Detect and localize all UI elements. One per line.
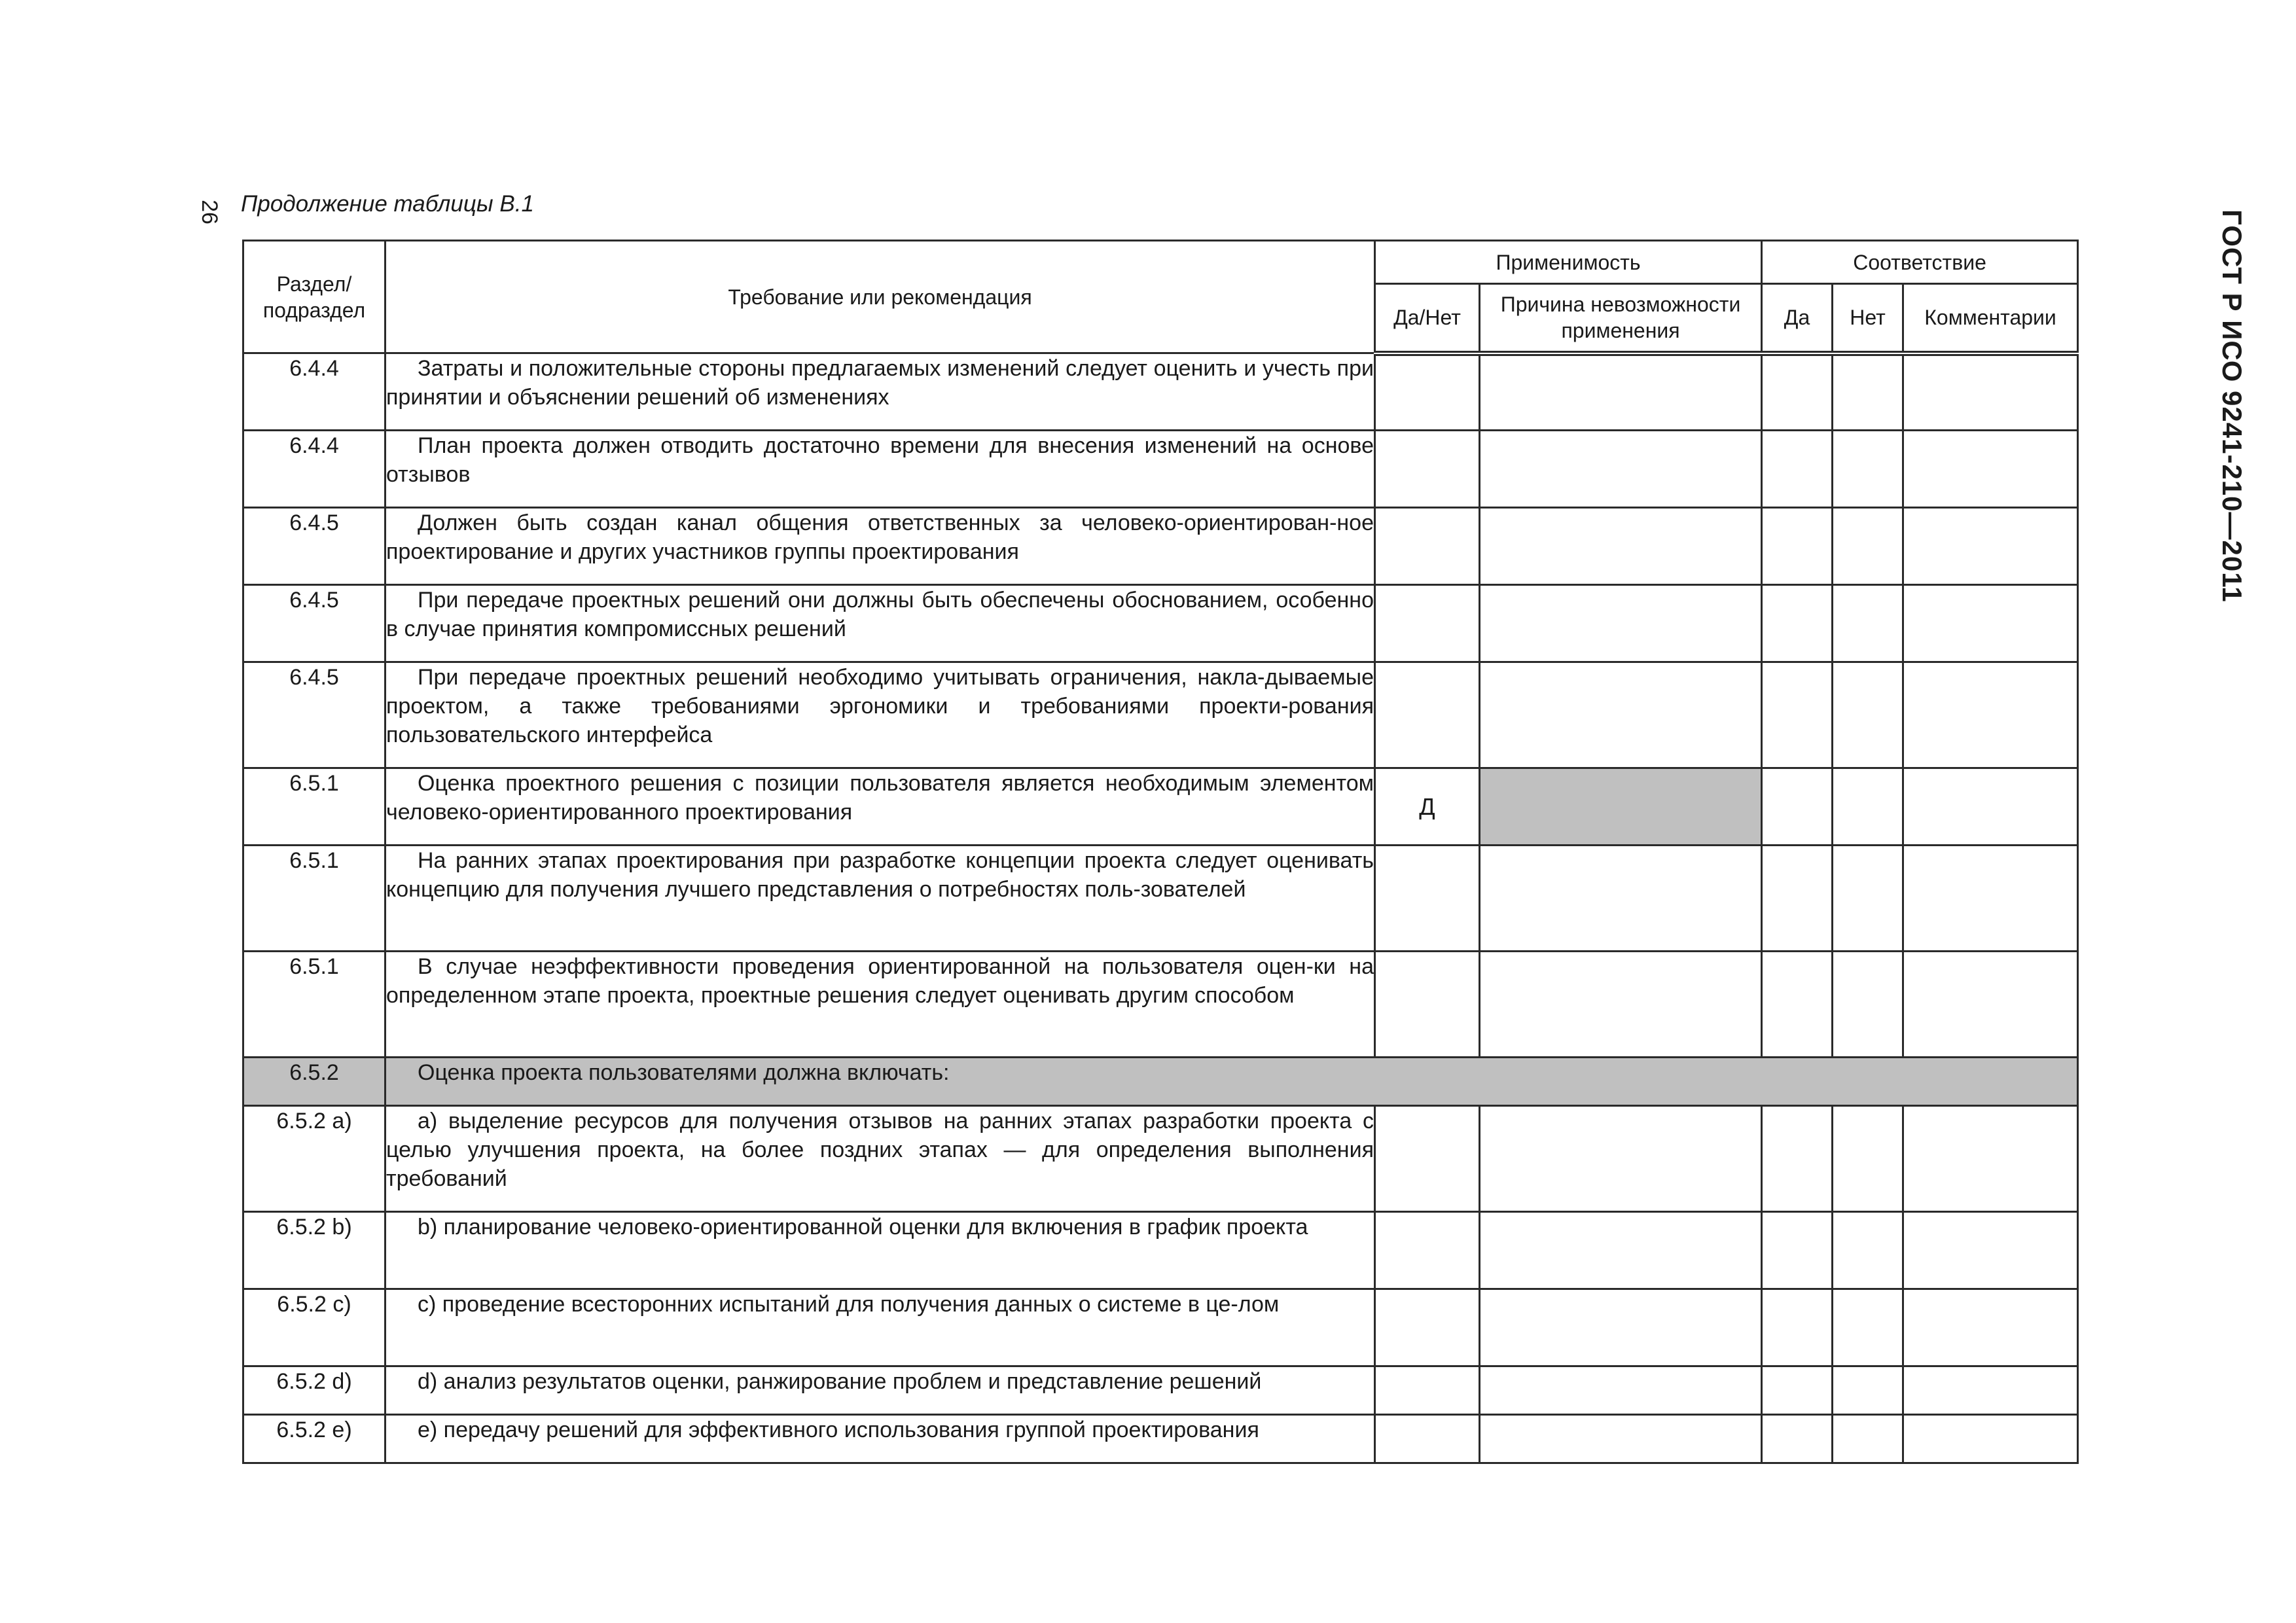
reason-cell-shaded [1480, 768, 1762, 846]
yes-cell [1762, 1212, 1833, 1289]
no-cell [1833, 585, 1903, 662]
section-cell: 6.4.5 [243, 585, 386, 662]
section-cell: 6.5.1 [243, 952, 386, 1058]
reason-cell [1480, 1106, 1762, 1212]
reason-cell [1480, 1212, 1762, 1289]
requirement-cell: План проекта должен отводить достаточно времени для внесения изменений на основе отзывов [386, 431, 1375, 508]
comments-cell [1903, 952, 2078, 1058]
no-cell [1833, 1366, 1903, 1415]
requirement-cell: Оценка проекта пользователями должна включать: [386, 1058, 2078, 1106]
yes-cell [1762, 1106, 1833, 1212]
requirement-cell: На ранних этапах проектирования при разработке концепции проекта следует оценивать концепцию для получения лучшего представления о потребностях поль-зователей [386, 846, 1375, 952]
section-cell: 6.5.1 [243, 768, 386, 846]
yes-cell [1762, 1366, 1833, 1415]
yes-no-cell [1375, 585, 1480, 662]
comments-cell [1903, 846, 2078, 952]
table-row [243, 662, 2078, 768]
header-comments: Комментарии [1903, 284, 2078, 353]
header-yes-no: Да/Нет [1375, 284, 1480, 353]
no-cell [1833, 1106, 1903, 1212]
requirement-cell: Оценка проектного решения с позиции пользователя является необходимым элементом человеко-ориентированного проектирования [386, 768, 1375, 846]
yes-cell [1762, 952, 1833, 1058]
table-row [243, 768, 2078, 846]
table-row [243, 431, 2078, 508]
no-cell [1833, 1289, 1903, 1366]
no-cell [1833, 768, 1903, 846]
requirement-cell: c) проведение всесторонних испытаний для получения данных о системе в це-лом [386, 1289, 1375, 1366]
header-section: Раздел/ подраздел [243, 241, 386, 353]
yes-cell [1762, 431, 1833, 508]
requirement-cell: e) передачу решений для эффективного использования группой проектирования [386, 1415, 1375, 1463]
section-cell: 6.5.2 b) [243, 1212, 386, 1289]
requirement-cell: Затраты и положительные стороны предлагаемых изменений следует оценить и учесть при принятии и объяснении решений об изменениях [386, 353, 1375, 431]
section-cell: 6.5.2 [243, 1058, 386, 1106]
section-cell: 6.5.2 e) [243, 1415, 386, 1463]
yes-cell [1762, 662, 1833, 768]
no-cell [1833, 353, 1903, 431]
yes-no-cell [1375, 1106, 1480, 1212]
no-cell [1833, 1212, 1903, 1289]
yes-no-cell [1375, 1212, 1480, 1289]
reason-cell [1480, 1289, 1762, 1366]
reason-cell [1480, 353, 1762, 431]
table-row [243, 846, 2078, 952]
no-cell [1833, 431, 1903, 508]
comments-cell [1903, 662, 2078, 768]
header-yes: Да [1762, 284, 1833, 353]
table-row [243, 1366, 2078, 1415]
yes-no-cell [1375, 1366, 1480, 1415]
yes-no-cell [1375, 353, 1480, 431]
no-cell [1833, 952, 1903, 1058]
requirement-cell: b) планирование человеко-ориентированной оценки для включения в график проекта [386, 1212, 1375, 1289]
comments-cell [1903, 508, 2078, 585]
section-cell: 6.5.2 a) [243, 1106, 386, 1212]
requirement-cell: При передаче проектных решений они должны быть обеспечены обоснованием, особенно в случае принятия компромиссных решений [386, 585, 1375, 662]
table-row [243, 1289, 2078, 1366]
yes-no-cell [1375, 508, 1480, 585]
table-row [243, 1415, 2078, 1463]
section-cell: 6.5.2 c) [243, 1289, 386, 1366]
header-reason: Причина невозможности применения [1480, 284, 1762, 353]
table-row [243, 585, 2078, 662]
header-no: Нет [1833, 284, 1903, 353]
comments-cell [1903, 768, 2078, 846]
reason-cell [1480, 846, 1762, 952]
section-cell: 6.5.1 [243, 846, 386, 952]
yes-no-cell [1375, 952, 1480, 1058]
yes-no-cell [1375, 1289, 1480, 1366]
section-cell: 6.5.2 d) [243, 1366, 386, 1415]
table-caption: Продолжение таблицы В.1 [241, 191, 534, 217]
section-cell: 6.4.5 [243, 508, 386, 585]
yes-no-cell [1375, 431, 1480, 508]
yes-cell [1762, 1415, 1833, 1463]
no-cell [1833, 1415, 1903, 1463]
table-row [243, 353, 2078, 431]
no-cell [1833, 508, 1903, 585]
requirement-cell: Должен быть создан канал общения ответственных за человеко-ориентирован-ное проектирование и других участников группы проектирования [386, 508, 1375, 585]
requirement-cell: a) выделение ресурсов для получения отзывов на ранних этапах разработки проекта с целью улучшения проекта, на более поздних этапах — для определения выполнения требований [386, 1106, 1375, 1212]
document-title: ГОСТ Р ИСО 9241-210—2011 [2217, 209, 2248, 603]
section-cell: 6.4.4 [243, 431, 386, 508]
comments-cell [1903, 585, 2078, 662]
reason-cell [1480, 1366, 1762, 1415]
no-cell [1833, 662, 1903, 768]
yes-cell [1762, 585, 1833, 662]
table-row [243, 1106, 2078, 1212]
header-applicability: Применимость [1375, 241, 1762, 284]
comments-cell [1903, 1415, 2078, 1463]
yes-cell [1762, 508, 1833, 585]
reason-cell [1480, 431, 1762, 508]
reason-cell [1480, 952, 1762, 1058]
header-requirement: Требование или рекомендация [386, 241, 1375, 353]
comments-cell [1903, 1212, 2078, 1289]
comments-cell [1903, 1106, 2078, 1212]
yes-cell [1762, 353, 1833, 431]
yes-cell [1762, 846, 1833, 952]
comments-cell [1903, 1366, 2078, 1415]
page-number: 26 [197, 200, 222, 224]
header-compliance: Соответствие [1762, 241, 2078, 284]
reason-cell [1480, 585, 1762, 662]
section-cell: 6.4.5 [243, 662, 386, 768]
section-cell: 6.4.4 [243, 353, 386, 431]
yes-no-cell [1375, 1415, 1480, 1463]
yes-cell [1762, 1289, 1833, 1366]
table-row-shaded [243, 1058, 2078, 1106]
table-row [243, 952, 2078, 1058]
requirements-table [242, 240, 2079, 1464]
yes-no-cell [1375, 662, 1480, 768]
reason-cell [1480, 1415, 1762, 1463]
requirement-cell: При передаче проектных решений необходимо учитывать ограничения, накла-дываемые проектом, а также требованиями эргономики и требованиями проекти-рования пользовательского интерфейса [386, 662, 1375, 768]
yes-no-cell: Д [1375, 768, 1480, 846]
comments-cell [1903, 431, 2078, 508]
table-row [243, 1212, 2078, 1289]
yes-cell [1762, 768, 1833, 846]
table-row [243, 508, 2078, 585]
comments-cell [1903, 1289, 2078, 1366]
reason-cell [1480, 508, 1762, 585]
reason-cell [1480, 662, 1762, 768]
yes-no-cell [1375, 846, 1480, 952]
requirement-cell: d) анализ результатов оценки, ранжирование проблем и представление решений [386, 1366, 1375, 1415]
requirement-cell: В случае неэффективности проведения ориентированной на пользователя оцен-ки на определенном этапе проекта, проектные решения следует оценивать другим способом [386, 952, 1375, 1058]
no-cell [1833, 846, 1903, 952]
comments-cell [1903, 353, 2078, 431]
